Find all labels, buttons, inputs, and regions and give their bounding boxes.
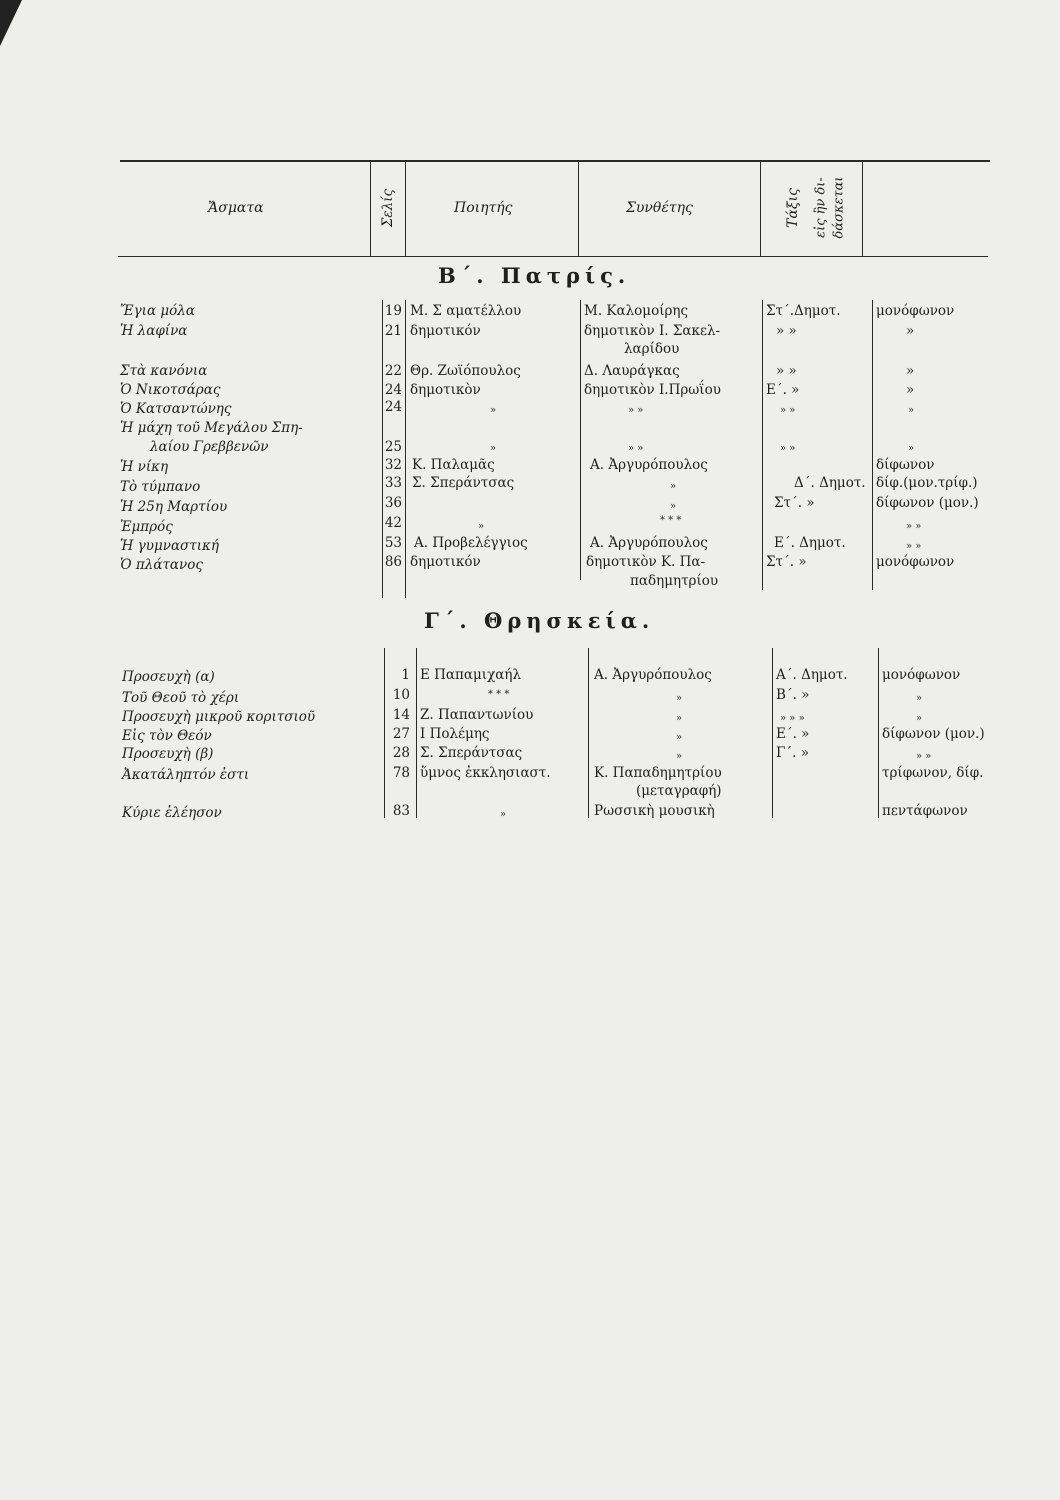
header-songs: Ἄσματα bbox=[208, 200, 264, 216]
voice-type: » bbox=[906, 382, 915, 398]
page-number: 86 bbox=[384, 554, 402, 570]
header-poet: Ποιητής bbox=[454, 200, 513, 216]
composer: * * * bbox=[660, 515, 682, 526]
header-top-rule bbox=[120, 160, 990, 162]
page-number: 78 bbox=[392, 765, 410, 781]
composer: » » bbox=[628, 443, 644, 454]
poet: » bbox=[490, 405, 497, 416]
song-title: Προσευχὴ (α) bbox=[122, 669, 215, 685]
voice-type: μονόφωνον bbox=[876, 554, 955, 570]
voice-type: » » bbox=[916, 751, 932, 762]
song-title: Τὸ τύμπανο bbox=[120, 479, 201, 495]
voice-type: δίφωνον (μον.) bbox=[882, 726, 985, 742]
song-title: Ἔγια μόλα bbox=[120, 303, 195, 319]
composer-continued: λαρίδου bbox=[624, 341, 680, 357]
voice-type: τρίφωνον, δίφ. bbox=[882, 765, 984, 781]
song-title: Εἰς τὸν Θεόν bbox=[122, 728, 212, 744]
song-title: Προσευχὴ (β) bbox=[122, 746, 214, 762]
voice-type: μονόφωνον bbox=[882, 667, 961, 683]
composer: » bbox=[670, 481, 677, 492]
song-title: Ἡ γυμναστική bbox=[120, 538, 219, 554]
class-level: » » » bbox=[780, 713, 805, 724]
header-divider-1 bbox=[370, 162, 371, 256]
composer: δημοτικὸν Κ. Πα- bbox=[586, 554, 706, 570]
section-c-divider-3 bbox=[588, 648, 589, 818]
class-level: Ε΄. Δημοτ. bbox=[774, 535, 846, 551]
page-number: 83 bbox=[392, 803, 410, 819]
page-number: 24 bbox=[384, 382, 402, 398]
composer: » bbox=[676, 713, 683, 724]
voice-type: » bbox=[908, 405, 915, 416]
composer: δημοτικὸν Ι. Σακελ- bbox=[584, 323, 721, 339]
page-number: 36 bbox=[384, 495, 402, 511]
class-level: Στ΄. » bbox=[766, 554, 807, 570]
song-title: Τοῦ Θεοῦ τὸ χέρι bbox=[122, 690, 240, 706]
poet: Ι Πολέμης bbox=[420, 726, 490, 742]
voice-type: μονόφωνον bbox=[876, 303, 955, 319]
composer-continued: παδημητρίου bbox=[630, 573, 719, 589]
poet: Θρ. Ζωϊόπουλος bbox=[410, 363, 521, 379]
section-b-divider-3 bbox=[580, 300, 581, 580]
poet: Α. Προβελέγγιος bbox=[414, 535, 528, 551]
composer: Ρωσσικὴ μουσικὴ bbox=[594, 803, 715, 819]
header-class-2: εἰς ἣν δι- bbox=[813, 177, 829, 238]
poet: Μ. Σ αματέλλου bbox=[410, 303, 522, 319]
voice-type: » bbox=[908, 443, 915, 454]
class-level: » » bbox=[780, 405, 796, 416]
composer: Α. Ἀργυρόπουλος bbox=[590, 535, 708, 551]
section-c-title: Γ΄. Θρησκεία. bbox=[424, 608, 655, 633]
class-level: Α΄. Δημοτ. bbox=[776, 667, 848, 683]
song-title: Ὁ Κατσαντώνης bbox=[120, 401, 232, 417]
page-number: 22 bbox=[384, 363, 402, 379]
voice-type: δίφωνον bbox=[876, 457, 935, 473]
header-divider-2 bbox=[405, 162, 406, 256]
song-title: Κύριε ἐλέησον bbox=[122, 805, 222, 821]
header-divider-4 bbox=[760, 162, 761, 256]
header-divider-5 bbox=[862, 162, 863, 256]
section-b-divider-2 bbox=[405, 300, 406, 598]
voice-type: » bbox=[906, 363, 915, 379]
song-title: Ὁ πλάτανος bbox=[120, 557, 203, 573]
poet: » bbox=[478, 521, 485, 532]
voice-type: » bbox=[916, 693, 923, 704]
song-title: Ἡ νίκη bbox=[120, 459, 169, 475]
song-title: Ἀκατάληπτόν ἐστι bbox=[122, 767, 250, 783]
composer: » bbox=[670, 501, 677, 512]
page-number: 19 bbox=[384, 303, 402, 319]
poet: Ζ. Παπαντωνίου bbox=[420, 707, 534, 723]
poet: Σ. Σπεράντσας bbox=[420, 745, 523, 761]
header-composer: Συνθέτης bbox=[626, 200, 693, 216]
voice-type: πεντάφωνον bbox=[882, 803, 968, 819]
class-level: Στ΄.Δημοτ. bbox=[766, 303, 841, 319]
header-divider-3 bbox=[578, 162, 579, 256]
voice-type: δίφ.(μον.τρίφ.) bbox=[876, 475, 978, 491]
composer-continued: (μεταγραφή) bbox=[636, 783, 722, 799]
page-number: 10 bbox=[392, 687, 410, 703]
poet: * * * bbox=[488, 689, 510, 700]
composer: Κ. Παπαδημητρίου bbox=[594, 765, 722, 781]
song-title-continued: λαίου Γρεββενῶν bbox=[150, 439, 269, 455]
poet: δημοτικόν bbox=[410, 323, 481, 339]
header-class-3: δάσκεται bbox=[831, 176, 847, 239]
song-title: Ἡ 25η Μαρτίου bbox=[120, 499, 228, 515]
poet: Ε Παπαμιχαήλ bbox=[420, 667, 522, 683]
poet: » bbox=[490, 443, 497, 454]
scan-corner-mark bbox=[0, 0, 22, 46]
composer: Α. Ἀργυρόπουλος bbox=[594, 667, 712, 683]
composer: » bbox=[676, 732, 683, 743]
composer: » bbox=[676, 751, 683, 762]
song-title: Ἐμπρός bbox=[120, 519, 173, 535]
voice-type: » » bbox=[906, 521, 922, 532]
voice-type: » bbox=[906, 323, 915, 339]
page-number: 33 bbox=[384, 475, 402, 491]
page-number: 32 bbox=[384, 457, 402, 473]
section-b-divider-4 bbox=[762, 300, 763, 590]
song-title: Ὁ Νικοτσάρας bbox=[120, 382, 221, 398]
section-b-title: Β΄. Πατρίς. bbox=[438, 263, 631, 288]
voice-type: » » bbox=[906, 541, 922, 552]
header-class-1: Τάξις bbox=[785, 188, 801, 228]
class-level: Ε΄. » bbox=[776, 726, 810, 742]
page-number: 28 bbox=[392, 745, 410, 761]
page-number: 1 bbox=[401, 667, 410, 683]
composer: Δ. Λαυράγκας bbox=[584, 363, 680, 379]
composer: δημοτικὸν Ι.Πρωΐου bbox=[584, 382, 721, 398]
composer: Α. Ἀργυρόπουλος bbox=[590, 457, 708, 473]
header-page: Σελίς bbox=[380, 188, 396, 228]
voice-type: δίφωνον (μον.) bbox=[876, 495, 979, 511]
class-level: Β΄. » bbox=[776, 687, 810, 703]
page-number: 42 bbox=[384, 515, 402, 531]
section-c-divider-5 bbox=[878, 648, 879, 818]
poet: ὕμνος ἐκκλησιαστ. bbox=[420, 765, 551, 781]
class-level: Ε΄. » bbox=[766, 382, 800, 398]
class-level: » » bbox=[776, 323, 797, 339]
section-c-divider-2 bbox=[416, 648, 417, 818]
song-title: Στὰ κανόνια bbox=[120, 363, 208, 379]
poet: » bbox=[500, 809, 507, 820]
page-number: 21 bbox=[384, 323, 402, 339]
song-title: Ἡ μάχη τοῦ Μεγάλου Σπη- bbox=[120, 420, 303, 436]
poet: δημοτικόν bbox=[410, 554, 481, 570]
section-c-divider-1 bbox=[384, 648, 385, 818]
poet: Σ. Σπεράντσας bbox=[412, 475, 515, 491]
class-level: » » bbox=[776, 363, 797, 379]
page-number: 53 bbox=[384, 535, 402, 551]
section-b-divider-5 bbox=[872, 300, 873, 590]
page-number: 27 bbox=[392, 726, 410, 742]
class-level: Δ΄. Δημοτ. bbox=[794, 475, 866, 491]
composer: » » bbox=[628, 405, 644, 416]
page-number: 25 bbox=[384, 439, 402, 455]
header-bottom-rule bbox=[118, 256, 988, 257]
poet: δημοτικὸν bbox=[410, 382, 481, 398]
page-number: 14 bbox=[392, 707, 410, 723]
class-level: » » bbox=[780, 443, 796, 454]
class-level: Γ΄. » bbox=[776, 745, 809, 761]
voice-type: » bbox=[916, 713, 923, 724]
page-number: 24 bbox=[384, 399, 402, 415]
song-title: Ἡ λαφίνα bbox=[120, 323, 188, 339]
class-level: Στ΄. » bbox=[774, 495, 815, 511]
poet: Κ. Παλαμᾶς bbox=[412, 457, 495, 473]
composer: Μ. Καλομοίρης bbox=[584, 303, 689, 319]
section-c-divider-4 bbox=[772, 648, 773, 818]
song-title: Προσευχὴ μικροῦ κοριτσιοῦ bbox=[122, 709, 316, 725]
composer: » bbox=[676, 693, 683, 704]
